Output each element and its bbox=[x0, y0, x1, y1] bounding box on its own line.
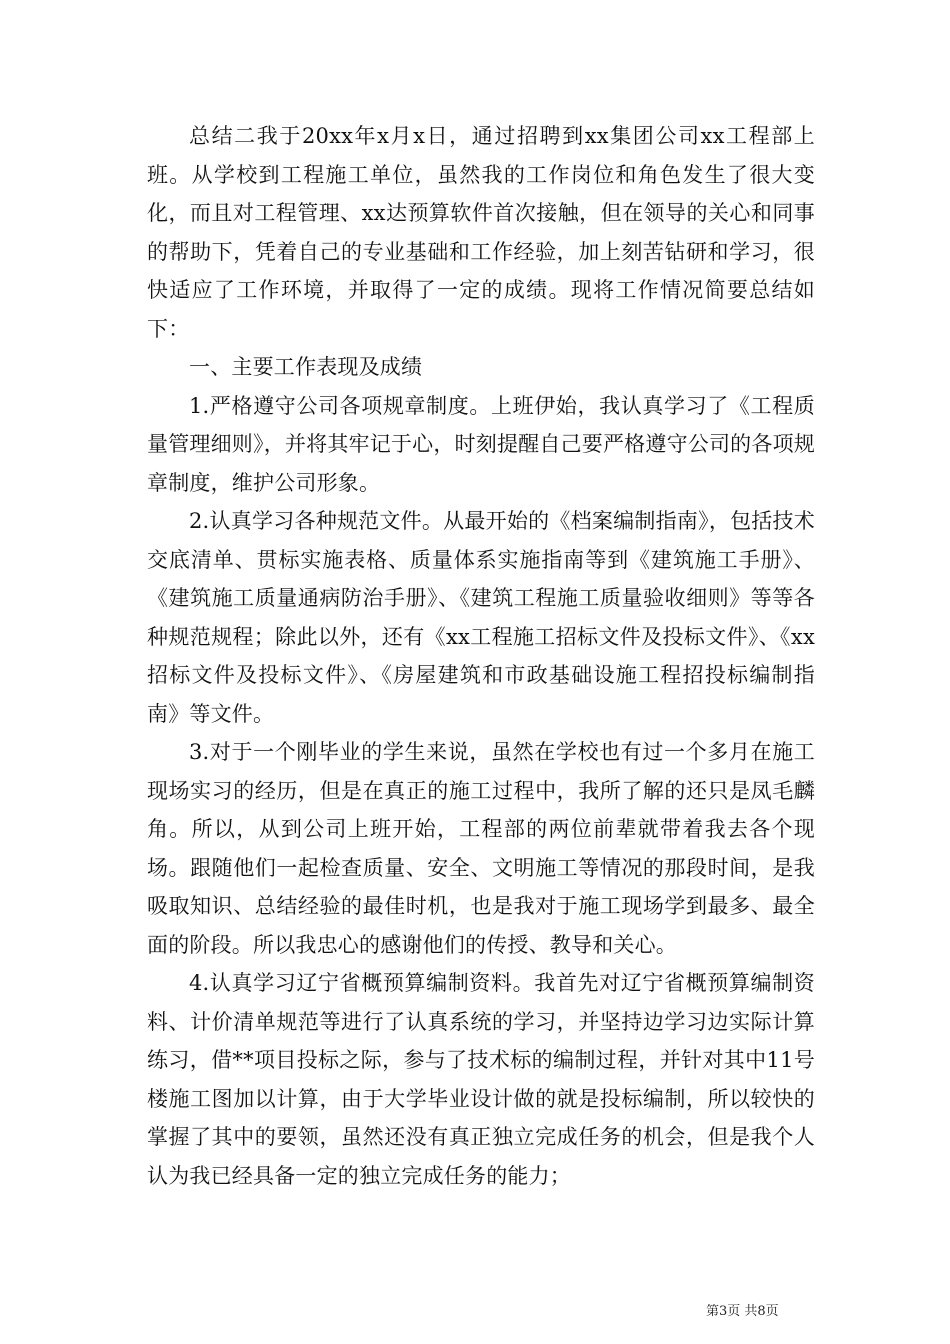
paragraph-item-4: 4.认真学习辽宁省概预算编制资料。我首先对辽宁省概预算编制资料、计价清单规范等进行了认真系统的学习，并坚持边学习边实际计算练习，借**项目投标之际，参与了技术标的编制过程，并针对其中11号楼施工图加以计算，由于大学毕业设计做的就是投标编制，所以较快的掌握了其中的要领，虽然还没有真正独立完成任务的机会，但是我个人认为我已经具备一定的独立完成任务的能力； bbox=[147, 971, 815, 1188]
paragraph-intro: 总结二我于20xx年x月x日，通过招聘到xx集团公司xx工程部上班。从学校到工程施工单位，虽然我的工作岗位和角色发生了很大变化，而且对工程管理、xx达预算软件首次接触，但在领导的关心和同事的帮助下，凭着自己的专业基础和工作经验，加上刻苦钻研和学习，很快适应了工作环境，并取得了一定的成绩。现将工作情况简要总结如下： bbox=[147, 124, 815, 341]
paragraph-item-2: 2.认真学习各种规范文件。从最开始的《档案编制指南》，包括技术交底清单、贯标实施表格、质量体系实施指南等到《建筑施工手册》、《建筑施工质量通病防治手册》、《建筑工程施工质量验收细则》等等各种规范规程；除此以外，还有《xx工程施工招标文件及投标文件》、《xx招标文件及投标文件》、《房屋建筑和市政基础设施工程招投标编制指南》等文件。 bbox=[147, 509, 815, 726]
document-body bbox=[147, 117, 815, 1195]
section-heading: 一、主要工作表现及成绩 bbox=[189, 355, 423, 379]
paragraph-item-3: 3.对于一个刚毕业的学生来说，虽然在学校也有过一个多月在施工现场实习的经历，但是在真正的施工过程中，我所了解的还只是凤毛麟角。所以，从到公司上班开始，工程部的两位前辈就带着我去各个现场。跟随他们一起检查质量、安全、文明施工等情况的那段时间，是我吸取知识、总结经验的最佳时机，也是我对于施工现场学到最多、最全面的阶段。所以我忠心的感谢他们的传授、教导和关心。 bbox=[147, 740, 815, 957]
paragraph-item-1: 1.严格遵守公司各项规章制度。上班伊始，我认真学习了《工程质量管理细则》，并将其牢记于心，时刻提醒自己要严格遵守公司的各项规章制度，维护公司形象。 bbox=[147, 393, 815, 495]
page-number-footer: 第3页 共8页 bbox=[706, 1304, 779, 1319]
